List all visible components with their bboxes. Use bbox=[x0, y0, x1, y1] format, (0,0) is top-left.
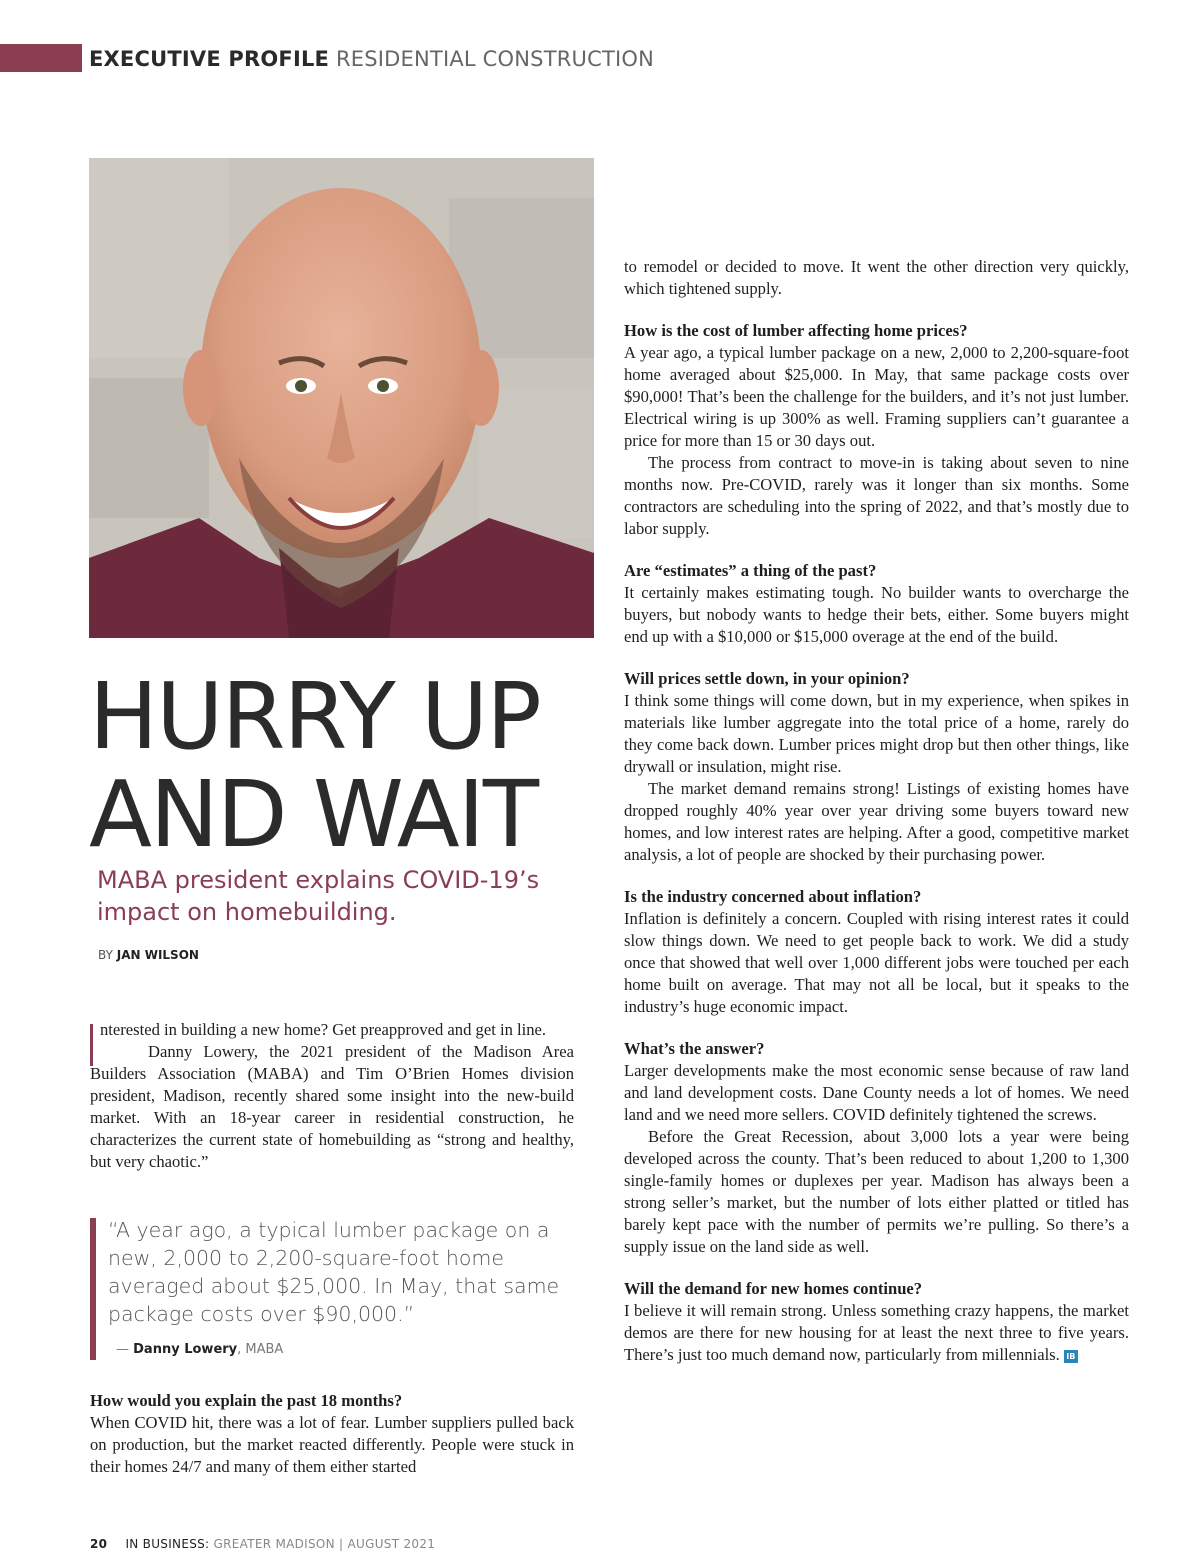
pull-quote-text: “A year ago, a typical lumber package on a new, 2,000 to 2,200-square-foot home averaged about $25,000. In May, that same package costs over $90,000.” bbox=[108, 1218, 560, 1326]
question-answer: What’s the answer? bbox=[624, 1039, 765, 1058]
headline-line-2: AND WAIT bbox=[89, 761, 538, 868]
section-color-bar bbox=[0, 44, 82, 72]
attribution-name: Danny Lowery bbox=[133, 1342, 238, 1357]
section-header bbox=[89, 45, 654, 73]
intro-paragraph-2: Danny Lowery, the 2021 president of the Madison Area Builders Association (MABA) and Tim O’Brien Homes division president, Madison, recently shared some insight into the new-build market. With an 18-year career in residential construction, he characterizes the current state of homebuilding as “strong and healthy, but very chaotic.” bbox=[90, 1042, 574, 1171]
pull-quote bbox=[90, 1216, 576, 1362]
question-demand: Will the demand for new homes continue? bbox=[624, 1279, 923, 1298]
question-1: How would you explain the past 18 months? bbox=[90, 1391, 403, 1410]
page-number: 20 bbox=[90, 1537, 108, 1551]
question-estimates: Are “estimates” a thing of the past? bbox=[624, 561, 877, 580]
section-sublabel: RESIDENTIAL CONSTRUCTION bbox=[335, 47, 655, 71]
answer-answer-2: Before the Great Recession, about 3,000 lots a year were being developed across the county. That’s been reduced to about 1,200 to 1,300 single-family homes or duplexes per year. Madison has always been a strong seller’s market, but the number of lots either platted or titled has barely kept pace with the number of permits we’re pulling. So there’s a supply issue on the land side as well. bbox=[624, 1127, 1129, 1256]
intro-paragraph-1: nterested in building a new home? Get preapproved and get in line. bbox=[100, 1020, 547, 1039]
answer-lumber-2: The process from contract to move-in is taking about seven to nine months now. Pre-COVID, rarely was it longer than six months. Some contractors are scheduling into the spring of 2022, and that’s mostly due to labor supply. bbox=[624, 453, 1129, 538]
ib-end-icon: IB bbox=[1064, 1350, 1078, 1363]
question-lumber: How is the cost of lumber affecting home prices? bbox=[624, 321, 968, 340]
pull-quote-bar bbox=[90, 1218, 96, 1360]
byline bbox=[98, 948, 199, 962]
publication-name: IN BUSINESS: bbox=[125, 1537, 210, 1551]
attribution-org: , MABA bbox=[237, 1342, 284, 1357]
answer-prices-2: The market demand remains strong! Listings of existing homes have dropped roughly 40% year over year driving some buyers toward new homes, and low interest rates are helping. After a good, competitive market analysis, a lot of people are shocked by their purchasing power. bbox=[624, 779, 1129, 864]
portrait-photo bbox=[89, 158, 594, 638]
answer-answer-1: Larger developments make the most economic sense because of raw land and land development costs. Dane County needs a lot of homes. We need land and we need more sellers. COVID definitely tightened the screws. bbox=[624, 1061, 1129, 1124]
answer-estimates: It certainly makes estimating tough. No builder wants to overcharge the buyers, but nobody wants to hedge their bets, either. Some buyers might end up with a $10,000 or $15,000 overage at the end of the build. bbox=[624, 583, 1129, 646]
qa-right-column bbox=[624, 256, 1129, 1366]
answer-inflation: Inflation is definitely a concern. Coupled with rising interest rates it could slow things down. We need to get people back to work. We did a study once that showed that well over 1,000 different jobs were touched per each home built on average. That may not all be local, but it speaks to the industry’s huge economic impact. bbox=[624, 909, 1129, 1016]
continued-answer: to remodel or decided to move. It went the other direction very quickly, which tightened supply. bbox=[624, 257, 1129, 298]
byline-author: JAN WILSON bbox=[116, 948, 199, 962]
question-prices: Will prices settle down, in your opinion? bbox=[624, 669, 910, 688]
intro-text bbox=[90, 1019, 574, 1173]
issue-info: GREATER MADISON | AUGUST 2021 bbox=[209, 1537, 436, 1551]
article-subhead: MABA president explains COVID-19’s impact on homebuilding. bbox=[97, 866, 540, 926]
pull-quote-attribution bbox=[116, 1342, 283, 1357]
answer-prices-1: I think some things will come down, but in my experience, when spikes in materials like lumber aggregate into the total price of a home, rarely do they come back down. Lumber prices might drop but then other things, like drywall or insulation, might rise. bbox=[624, 691, 1129, 776]
article-headline bbox=[89, 663, 540, 868]
page-footer bbox=[90, 1537, 435, 1551]
question-inflation: Is the industry concerned about inflation? bbox=[624, 887, 922, 906]
qa-left-column bbox=[90, 1390, 574, 1478]
attribution-dash: — bbox=[116, 1342, 129, 1357]
answer-demand bbox=[624, 1300, 1129, 1366]
byline-by: BY bbox=[98, 948, 113, 962]
answer-1: When COVID hit, there was a lot of fear. Lumber suppliers pulled back on production, but the market reacted differently. People were stuck in their homes 24/7 and many of them either started bbox=[90, 1413, 574, 1476]
section-label: EXECUTIVE PROFILE bbox=[89, 47, 330, 71]
answer-demand-text: I believe it will remain strong. Unless something crazy happens, the market demos are there for new housing for at least the next three to five years. There’s just too much demand now, particularly from millennials. bbox=[624, 1301, 1129, 1364]
answer-lumber-1: A year ago, a typical lumber package on a new, 2,000 to 2,200-square-foot home averaged about $25,000. In May, that same package costs over $90,000! That’s been the challenge for the builders, and it’s not just lumber. Electrical wiring is up 300% as well. Framing suppliers can’t guarantee a price for more than 15 or 30 days out. bbox=[624, 343, 1129, 450]
headline-line-1: HURRY UP bbox=[89, 663, 540, 770]
